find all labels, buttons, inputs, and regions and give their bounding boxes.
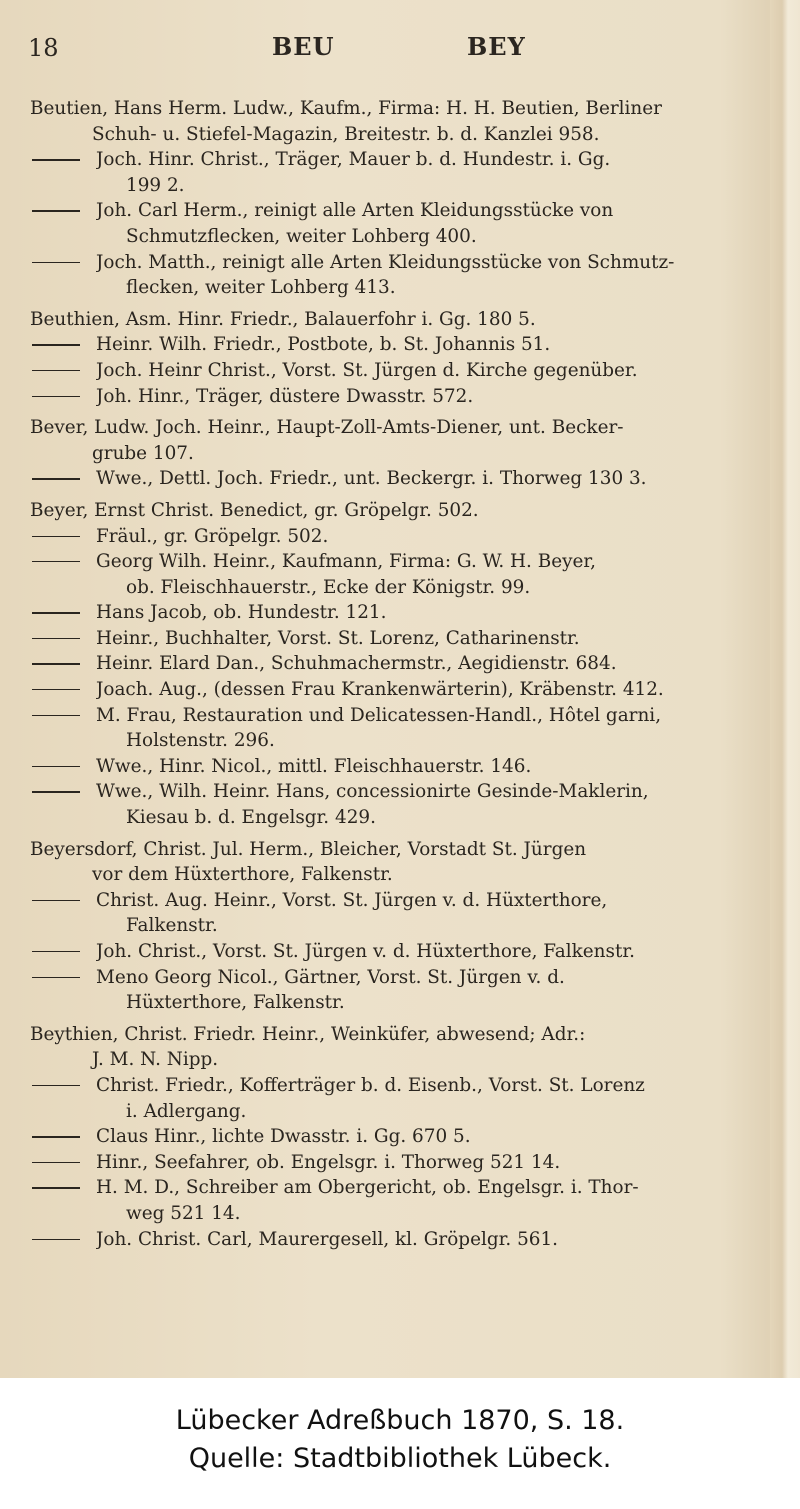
directory-entry-sub	[30, 384, 772, 410]
entry-line: Joch. Matth., reinigt alle Arten Kleidungsstücke von Schmutz-	[96, 251, 675, 273]
ditto-dash	[32, 370, 80, 371]
directory-entry-sub	[30, 626, 772, 652]
entry-line: Joch. Heinr Christ., Vorst. St. Jürgen d. Kirche gegenüber.	[96, 359, 638, 381]
directory-entry-sub	[30, 1073, 772, 1124]
directory-entry-sub	[30, 939, 772, 965]
ditto-dash	[32, 210, 80, 211]
entry-line: Beyer, Ernst Christ. Benedict, gr. Gröpelgr. 502.	[30, 499, 479, 521]
entry-line: Heinr., Buchhalter, Vorst. St. Lorenz, Catharinenstr.	[96, 627, 580, 649]
ditto-dash	[32, 791, 80, 792]
ditto-dash	[32, 1187, 80, 1188]
directory-entry-sub	[30, 466, 772, 492]
entry-continuation-line: i. Adlergang.	[126, 1100, 247, 1122]
directory-entry-sub	[30, 332, 772, 358]
ditto-dash	[32, 396, 80, 397]
directory-entry-sub	[30, 549, 772, 600]
ditto-dash	[32, 1239, 80, 1240]
entry-line: Wwe., Hinr. Nicol., mittl. Fleischhauerstr. 146.	[96, 755, 532, 777]
directory-entry-sub	[30, 600, 772, 626]
directory-entry-sub	[30, 524, 772, 550]
entry-line: Beythien, Christ. Friedr. Heinr., Weinküfer, abwesend; Adr.:	[30, 1023, 586, 1045]
ditto-dash	[32, 766, 80, 767]
entry-line: Georg Wilh. Heinr., Kaufmann, Firma: G. W. H. Beyer,	[96, 551, 597, 573]
caption-source: Quelle: Stadtbibliothek Lübeck.	[188, 1443, 612, 1474]
ditto-dash	[32, 612, 80, 613]
entry-line: Beuthien, Asm. Hinr. Friedr., Balauerfohr i. Gg. 180 5.	[30, 308, 536, 330]
directory-entry-main	[30, 96, 772, 147]
entry-continuation-line: Schuh- u. Stiefel-Magazin, Breitestr. b. d. Kanzlei 958.	[92, 123, 600, 145]
directory-entry-main	[30, 415, 772, 466]
page-fore-edge	[770, 0, 800, 1378]
entry-continuation-line: ob. Fleischhauerstr., Ecke der Königstr. 99.	[126, 576, 531, 598]
entry-line: Joh. Carl Herm., reinigt alle Arten Kleidungsstücke von	[96, 200, 614, 222]
entry-continuation-line: weg 521 14.	[126, 1202, 241, 1224]
ditto-dash	[32, 561, 80, 562]
ditto-dash	[32, 638, 80, 639]
ditto-dash	[32, 900, 80, 901]
entry-continuation-line: vor dem Hüxterthore, Falkenstr.	[92, 864, 393, 886]
directory-entry-sub	[30, 358, 772, 384]
directory-entry-sub	[30, 888, 772, 939]
entry-continuation-line: Hüxterthore, Falkenstr.	[126, 992, 345, 1014]
directory-entry-sub	[30, 703, 772, 754]
directory-entry-sub	[30, 1227, 772, 1253]
ditto-dash	[32, 663, 80, 664]
entry-line: Claus Hinr., lichte Dwasstr. i. Gg. 670 5.	[96, 1126, 471, 1148]
directory-entry-sub	[30, 651, 772, 677]
entry-continuation-line: Falkenstr.	[126, 915, 218, 937]
entry-line: Heinr. Wilh. Friedr., Postbote, b. St. Johannis 51.	[96, 334, 551, 356]
entry-continuation-line: Schmutzflecken, weiter Lohberg 400.	[126, 225, 477, 247]
directory-entry-sub	[30, 1124, 772, 1150]
entry-continuation-line: Kiesau b. d. Engelsgr. 429.	[126, 807, 376, 829]
entry-line: M. Frau, Restauration und Delicatessen-Handl., Hôtel garni,	[96, 704, 662, 726]
entry-line: Beutien, Hans Herm. Ludw., Kaufm., Firma: H. H. Beutien, Berliner	[30, 98, 662, 119]
entry-continuation-line: J. M. N. Nipp.	[92, 1049, 219, 1071]
ditto-dash	[32, 262, 80, 263]
ditto-dash	[32, 159, 80, 160]
entry-line: Wwe., Wilh. Heinr. Hans, concessionirte Gesinde-Maklerin,	[96, 781, 649, 803]
image-caption	[0, 1384, 800, 1509]
running-head-left: BEU	[272, 32, 335, 61]
entry-line: Hans Jacob, ob. Hundestr. 121.	[96, 602, 387, 624]
ditto-dash	[32, 536, 80, 537]
page-number: 18	[28, 34, 59, 62]
entry-line: Joh. Christ. Carl, Maurergesell, kl. Gröpelgr. 561.	[96, 1228, 559, 1250]
directory-entry-sub	[30, 198, 772, 249]
directory-entry-sub	[30, 250, 772, 301]
entry-line: Christ. Friedr., Kofferträger b. d. Eisenb., Vorst. St. Lorenz	[96, 1074, 645, 1096]
directory-entry-sub	[30, 779, 772, 830]
ditto-dash	[32, 1085, 80, 1086]
directory-entry-main	[30, 1022, 772, 1073]
directory-entry-sub	[30, 965, 772, 1016]
entry-line: Bever, Ludw. Joch. Heinr., Haupt-Zoll-Amts-Diener, unt. Becker-	[30, 417, 624, 439]
entry-line: Joh. Hinr., Träger, düstere Dwasstr. 572.	[96, 385, 474, 407]
entry-line: Heinr. Elard Dan., Schuhmachermstr., Aegidienstr. 684.	[96, 653, 617, 675]
directory-entry-sub	[30, 677, 772, 703]
ditto-dash	[32, 951, 80, 952]
directory-entry-sub	[30, 1150, 772, 1176]
entry-line: Wwe., Dettl. Joch. Friedr., unt. Beckergr. i. Thorweg 130 3.	[96, 468, 647, 490]
entry-line: Meno Georg Nicol., Gärtner, Vorst. St. Jürgen v. d.	[96, 966, 565, 988]
ditto-dash	[32, 1136, 80, 1137]
entry-line: H. M. D., Schreiber am Obergericht, ob. Engelsgr. i. Thor-	[96, 1177, 639, 1199]
running-head-right: BEY	[467, 32, 526, 61]
entry-line: Hinr., Seefahrer, ob. Engelsgr. i. Thorweg 521 14.	[96, 1151, 561, 1173]
ditto-dash	[32, 1162, 80, 1163]
directory-entry-sub	[30, 1175, 772, 1226]
directory-entry-main	[30, 837, 772, 888]
directory-entry-sub	[30, 754, 772, 780]
entry-continuation-line: Holstenstr. 296.	[126, 730, 275, 752]
ditto-dash	[32, 344, 80, 345]
ditto-dash	[32, 715, 80, 716]
directory-entry-main	[30, 307, 772, 333]
entry-line: Christ. Aug. Heinr., Vorst. St. Jürgen v. d. Hüxterthore,	[96, 889, 608, 911]
entry-line: Joach. Aug., (dessen Frau Krankenwärterin), Kräbenstr. 412.	[96, 679, 664, 701]
ditto-dash	[32, 977, 80, 978]
entry-line: Fräul., gr. Gröpelgr. 502.	[96, 525, 329, 547]
ditto-dash	[32, 478, 80, 479]
directory-entry-sub	[30, 147, 772, 198]
entry-continuation-line: grube 107.	[92, 442, 194, 464]
running-header	[0, 30, 772, 70]
entry-line: Joh. Christ., Vorst. St. Jürgen v. d. Hüxterthore, Falkenstr.	[96, 941, 635, 962]
ditto-dash	[32, 689, 80, 690]
directory-entry-main	[30, 498, 772, 524]
caption-title: Lübecker Adreßbuch 1870, S. 18.	[175, 1405, 625, 1436]
directory-entries	[30, 96, 772, 1252]
entry-continuation-line: 199 2.	[126, 174, 185, 196]
entry-line: Beyersdorf, Christ. Jul. Herm., Bleicher, Vorstadt St. Jürgen	[30, 838, 587, 860]
entry-continuation-line: flecken, weiter Lohberg 413.	[126, 277, 396, 299]
entry-line: Joch. Hinr. Christ., Träger, Mauer b. d. Hundestr. i. Gg.	[96, 149, 611, 171]
